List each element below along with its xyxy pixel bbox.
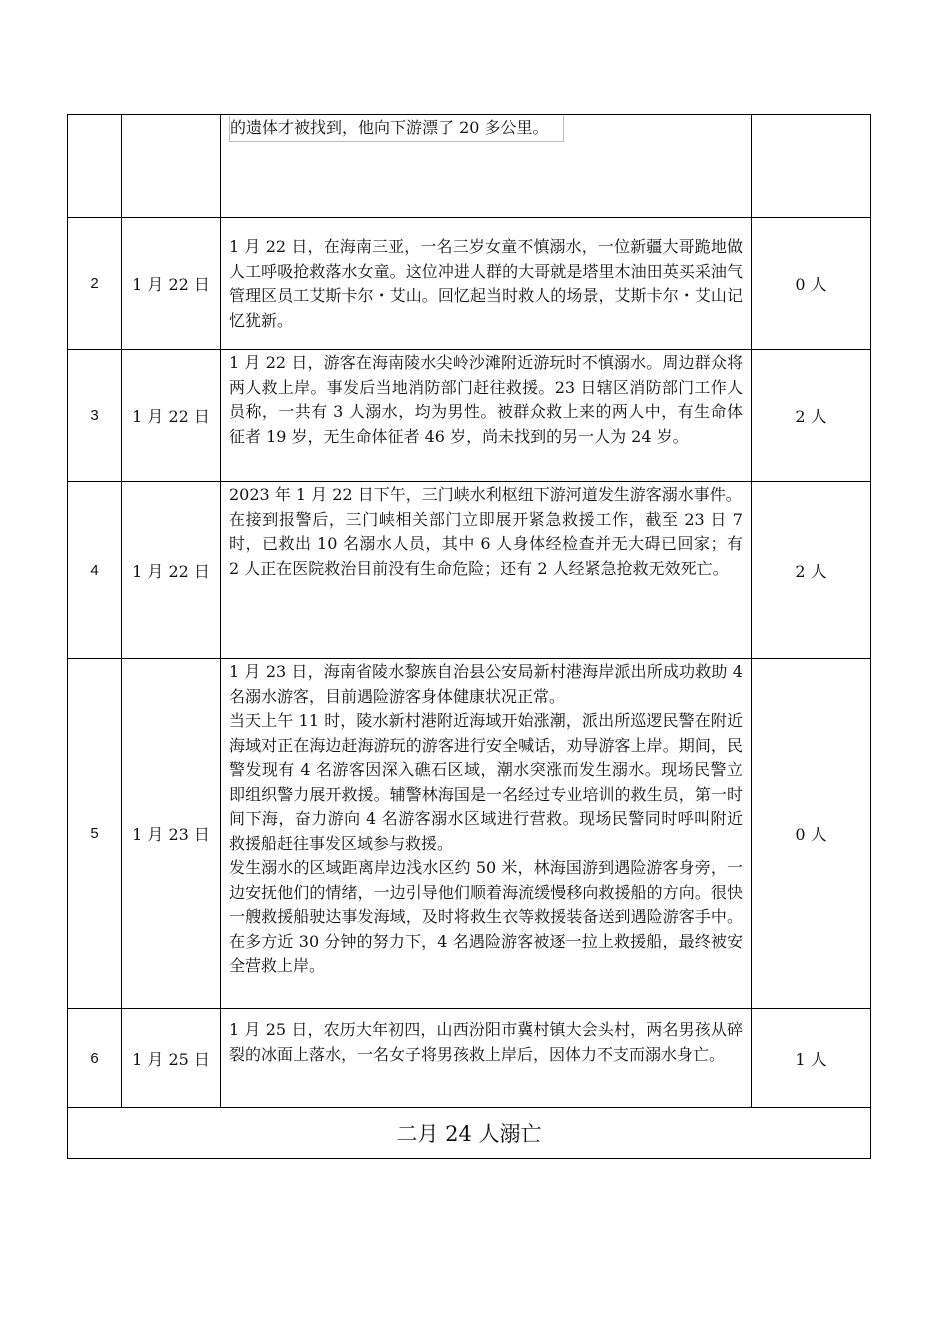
description-paragraph: 1 月 22 日，在海南三亚，一名三岁女童不慎溺水，一位新疆大哥跪地做人工呼吸抢救落水女童。这位冲进人群的大哥就是塔里木油田英买采油气管理区员工艾斯卡尔・艾山。回忆起当时救人的场景，艾斯卡尔・艾山记忆犹新。	[229, 237, 743, 330]
drowning-incident-table	[67, 114, 871, 1159]
row-number: 2	[68, 218, 122, 350]
row-date: 1 月 22 日	[122, 350, 221, 482]
row-number: 4	[68, 482, 122, 659]
description-paragraph: 当天上午 11 时，陵水新村港附近海域开始涨潮，派出所巡逻民警在附近海域对正在海边赶海游玩的游客进行安全喊话，劝导游客上岸。期间，民警发现有 4 名游客因深入礁石区域，潮水突涨而发生溺水。现场民警立即组织警力展开救援。辅警林海国是一名经过专业培训的救生员，第一时间下海，奋力游向 4 名游客溺水区域进行营救。现场民警同时呼叫附近救援船赶往事发区域参与救援。	[229, 711, 743, 853]
summary-row	[68, 1108, 871, 1159]
row-count: 2 人	[752, 350, 871, 482]
description-paragraph: 1 月 22 日，游客在海南陵水尖岭沙滩附近游玩时不慎溺水。周边群众将两人救上岸。事发后当地消防部门赶往救援。23 日辖区消防部门工作人员称，一共有 3 人溺水，均为男性。被群众救上来的两人中，有生命体征者 19 岁，无生命体征者 46 岁，尚未找到的另一人为 24 岁。	[229, 353, 743, 446]
description-paragraph: 在接到报警后，三门峡相关部门立即展开紧急救援工作，截至 23 日 7 时，已救出 10 名溺水人员，其中 6 人身体经检查并无大碍已回家；有 2 人正在医院救治目前没有生命危险；还有 2 人经紧急抢救无效死亡。	[229, 509, 743, 578]
monthly-summary: 二月 24 人溺亡	[68, 1108, 871, 1159]
table-row	[68, 218, 871, 350]
row-date: 1 月 23 日	[122, 659, 221, 1009]
row-description	[221, 482, 752, 659]
description-paragraph: 1 月 23 日，海南省陵水黎族自治县公安局新村港海岸派出所成功救助 4 名溺水游客，目前遇险游客身体健康状况正常。	[229, 662, 743, 706]
row-count: 2 人	[752, 482, 871, 659]
row-count: 0 人	[752, 218, 871, 350]
continued-text: 的遗体才被找到，他向下游漂了 20 多公里。	[229, 116, 564, 142]
row-count	[752, 115, 871, 218]
description-paragraph: 2023 年 1 月 22 日下午，三门峡水利枢纽下游河道发生游客溺水事件。	[229, 485, 742, 504]
table-row	[68, 659, 871, 1009]
row-description	[221, 115, 752, 218]
row-number	[68, 115, 122, 218]
table-row	[68, 350, 871, 482]
row-number: 3	[68, 350, 122, 482]
row-description	[221, 350, 752, 482]
table-row	[68, 482, 871, 659]
description-paragraph: 发生溺水的区域距离岸边浅水区约 50 米，林海国游到遇险游客身旁，一边安抚他们的情绪，一边引导他们顺着海流缓慢移向救援船的方向。很快一艘救援船驶达事发海域，及时将救生衣等救援装备送到遇险游客手中。在多方近 30 分钟的努力下，4 名遇险游客被逐一拉上救援船，最终被安全营救上岸。	[229, 858, 743, 975]
row-number: 5	[68, 659, 122, 1009]
row-date: 1 月 22 日	[122, 218, 221, 350]
row-description	[221, 218, 752, 350]
row-description	[221, 659, 752, 1009]
row-count: 1 人	[752, 1009, 871, 1108]
row-date: 1 月 22 日	[122, 482, 221, 659]
table-row	[68, 1009, 871, 1108]
description-paragraph: 1 月 25 日，农历大年初四，山西汾阳市冀村镇大会头村，两名男孩从碎裂的冰面上落水，一名女子将男孩救上岸后，因体力不支而溺水身亡。	[229, 1020, 743, 1064]
row-number: 6	[68, 1009, 122, 1108]
table-row	[68, 115, 871, 218]
row-description	[221, 1009, 752, 1108]
row-date: 1 月 25 日	[122, 1009, 221, 1108]
row-count: 0 人	[752, 659, 871, 1009]
row-date	[122, 115, 221, 218]
